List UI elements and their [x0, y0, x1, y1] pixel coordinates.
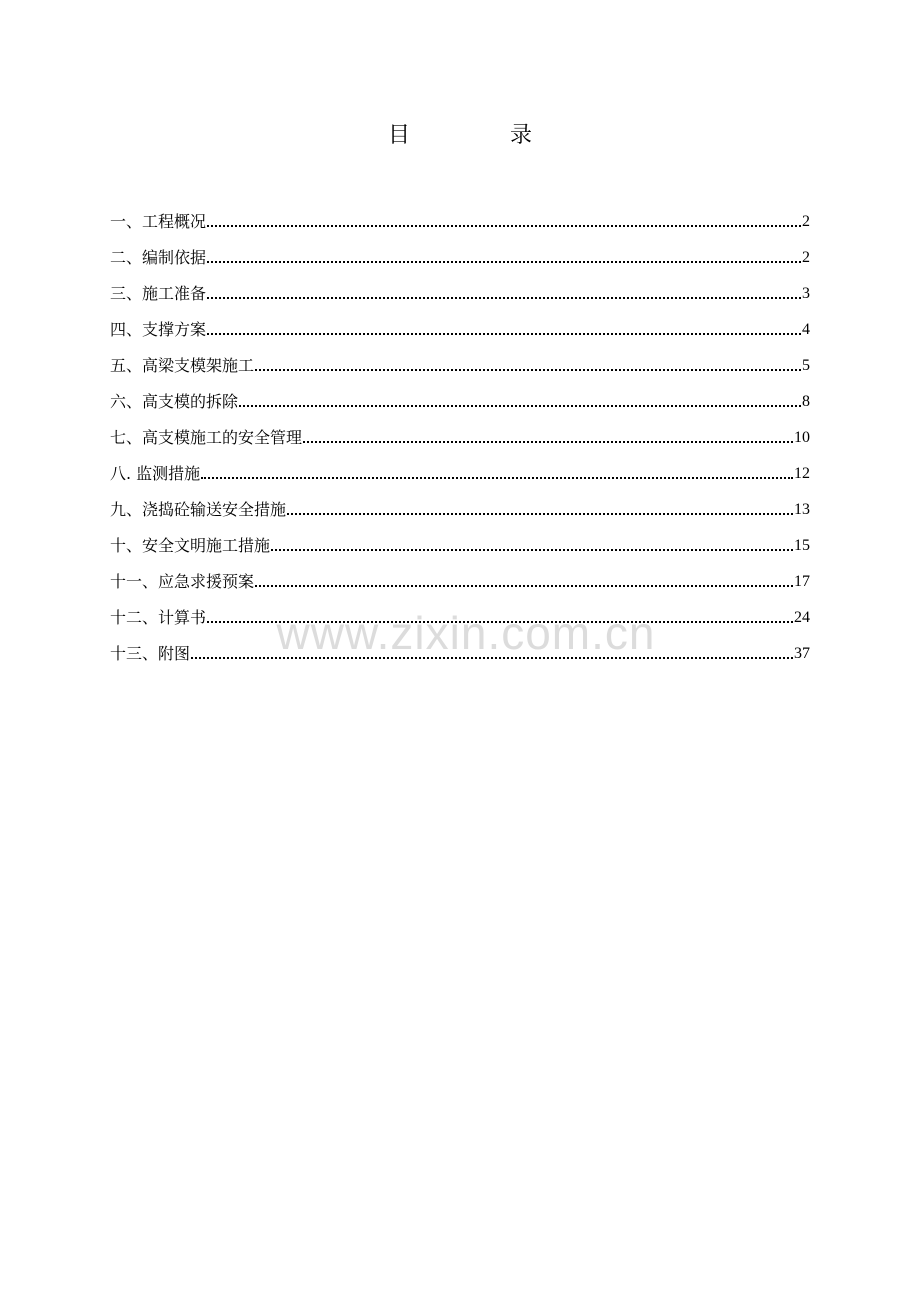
toc-entry-page: 5: [802, 357, 810, 374]
toc-entry-label: 四、支撑方案: [110, 320, 207, 339]
toc-entry-label: 五、高梁支模架施工: [110, 356, 255, 375]
toc-dot-leader: [255, 585, 793, 587]
toc-entry-label: 九、浇捣砼输送安全措施: [110, 500, 287, 519]
toc-entry[interactable]: [110, 452, 810, 488]
toc-entry-label: 六、高支模的拆除: [110, 392, 239, 411]
toc-entry[interactable]: [110, 236, 810, 272]
toc-entry[interactable]: [110, 488, 810, 524]
toc-dot-leader: [207, 621, 793, 623]
toc-dot-leader: [191, 657, 793, 659]
toc-entry-page: 8: [802, 393, 810, 410]
toc-dot-leader: [207, 297, 801, 299]
toc-dot-leader: [207, 261, 801, 263]
toc-dot-leader: [201, 477, 793, 479]
toc-dot-leader: [207, 225, 801, 227]
toc-entry-label: 十、安全文明施工措施: [110, 536, 271, 555]
toc-entry[interactable]: [110, 308, 810, 344]
toc-entry-label: 十三、附图: [110, 644, 191, 663]
toc-dot-leader: [255, 369, 801, 371]
title-char-right: 录: [510, 123, 533, 148]
watermark: www.zixin.com.cn: [276, 607, 656, 659]
toc-dot-leader: [287, 513, 793, 515]
toc-entry[interactable]: [110, 632, 810, 668]
toc-entry-page: 12: [794, 465, 810, 482]
title-char-left: 目: [388, 123, 411, 148]
toc-entry-label: 一、工程概况: [110, 212, 207, 231]
toc-entry-label: 八. 监测措施: [110, 464, 201, 483]
toc-entry[interactable]: [110, 200, 810, 236]
toc-entry-page: 24: [794, 609, 810, 626]
toc-entry-label: 三、施工准备: [110, 284, 207, 303]
toc-entry[interactable]: [110, 596, 810, 632]
toc-entry[interactable]: [110, 560, 810, 596]
toc-entry[interactable]: [110, 524, 810, 560]
toc-dot-leader: [271, 549, 793, 551]
toc-entry-page: 2: [802, 249, 810, 266]
toc-entry-page: 37: [794, 645, 810, 662]
toc-entry-page: 2: [802, 213, 810, 230]
table-of-contents: [110, 200, 810, 668]
toc-entry[interactable]: [110, 344, 810, 380]
toc-entry-page: 17: [794, 573, 810, 590]
toc-entry-page: 13: [794, 501, 810, 518]
toc-entry[interactable]: [110, 380, 810, 416]
toc-dot-leader: [239, 405, 801, 407]
toc-entry-label: 十一、应急求援预案: [110, 572, 255, 591]
toc-dot-leader: [207, 333, 801, 335]
toc-dot-leader: [303, 441, 793, 443]
toc-entry[interactable]: [110, 416, 810, 452]
toc-entry-page: 10: [794, 429, 810, 446]
toc-entry-page: 15: [794, 537, 810, 554]
toc-entry-page: 4: [802, 321, 810, 338]
page-title: [0, 118, 920, 154]
toc-entry[interactable]: [110, 272, 810, 308]
toc-entry-label: 二、编制依据: [110, 248, 207, 267]
toc-entry-label: 十二、计算书: [110, 608, 207, 627]
toc-entry-label: 七、高支模施工的安全管理: [110, 428, 303, 447]
toc-entry-page: 3: [802, 285, 810, 302]
